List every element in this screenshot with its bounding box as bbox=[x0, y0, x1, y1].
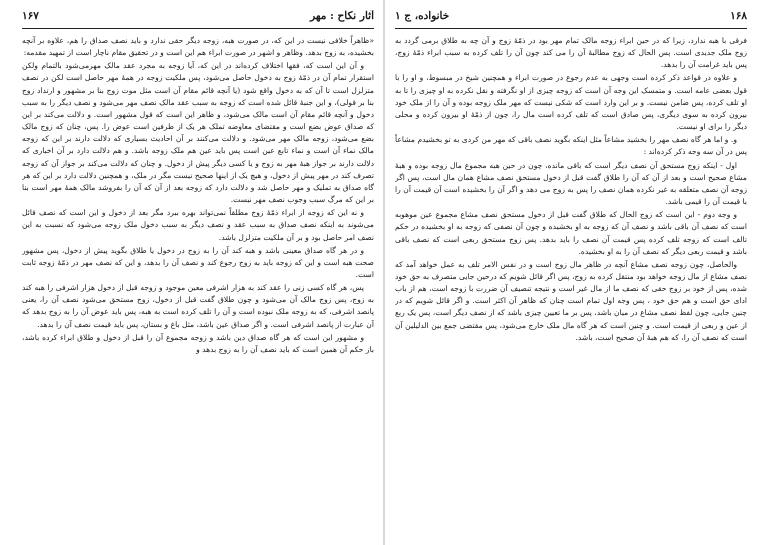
page-header bbox=[22, 10, 374, 26]
page-gutter bbox=[383, 0, 385, 545]
paragraph: والحاصل، چون زوجه نصف مشاع آنچه در ظاهر مال زوج است و در نفس الامر تلف به عمل خواهد آمد که نصف مشاع از مال زوجه خواهد بود منتقل کرده به زوج، پس اگر قائل شویم که درحین جایی متصرف به حق خود شده، پس از خود بر زوج حقی که نصف ما از مال غیر است و نتیجه تنصیف آن ضررت با زوجه است، هم از باب ادای حق است و هم حق خود ، پس وجه اول تمام است چنان که ظاهر آن اکثر است. و اگر قائل شویم که در چنین جایی، چون لفظ نصف مشاع در میان باشد، پس بر ما تعیین چیزی باشد که از نصف دیگر است، پس یک ربع از عین و ربعی از قیمت است. و چنین است که هر گاه مال ملک خارج می‌شود، پس مقتضی جمع بین الدلیلین آن است که نصف آن را، که هم هبهٔ آن صحیح است، باشد. bbox=[395, 259, 747, 342]
paragraph: و در هر گاه صداق معینی باشد و هبه کند آن را به زوج در دخول یا طلاق بگوید پیش از دخول، پس مشهور صحت هبه است و این که زوجه باید به زوج رجوع کند و نصف آن را بدهد، و این که نصف مهر در ذمّهٔ زوجه ثابت است. bbox=[22, 245, 374, 279]
page-body bbox=[395, 35, 747, 344]
right-page bbox=[395, 10, 747, 535]
header-rule bbox=[22, 28, 374, 29]
paragraph: «ظاهراً خلافی نیست در این که، در صورت هبه، زوجه دیگر حقی ندارد و باید نصف صداق را هم، علاوه بر آنچه بخشیده، به زوج بدهد. وظاهر و اشهر در صورت ابراء هم این است و در تحقیق مقام ناچار است از تمهید مقدمه: bbox=[22, 36, 374, 58]
running-title: خانواده، ج ۱ bbox=[395, 10, 450, 22]
page-number: ۱۶۸ bbox=[730, 10, 747, 22]
page-number: ۱۶۷ bbox=[22, 10, 39, 22]
left-page bbox=[22, 10, 374, 535]
paragraph: و مشهور این است که هر گاه صداق دین باشد و زوجه مجموع آن را قبل از دخول و طلاق ابراء کرده باشد، باز حکم آن همین است که باید نصف آن را به زوج بدهد و bbox=[22, 332, 374, 354]
header-rule bbox=[395, 28, 747, 29]
paragraph: و. و اما هر گاه نصف مهر را بخشید مشاعاً مثل اینکه بگوید نصف باقی که مهر من کردی به تو بخشیدم مشاعاً پس در آن سه وجه ذکر کرده‌اند : bbox=[395, 135, 747, 157]
running-title: آثار نکاح : مهر bbox=[310, 10, 374, 22]
paragraph: و آن این است که، فقها اختلاف کرده‌اند در این که، آیا زوجه به مجرد عقد مالک مهرمی‌شود بالتمام ولکن استقرار تمام آن در ذمّهٔ زوج به دخول حاصل می‌شود، پس ملکیت زوجه در همهٔ مهر حاصل است لکن در نصف متزلزل است تا آن که به دخول واقع شود (یا آنچه قائم مقام آن است مثل موت زوج بنا بر مشهور و ارتداد زوج بنا بر قولی)، و این جنبهٔ قائل شده است که زوجه به سبب عقد مالک نصف مهر می‌شود و نصف دیگر را به سبب دخول و آنچه قائم مقام آن است مالک می‌شود، و ظاهر این است که قول مشهور است. و دلالت می‌کند بر این که صداق عوض بضع است و مقتضای معاوضه تملک هر یک از طرفین است عوض را. پس، چنان که زوج مالک بضع می‌شود، زوجه مالک مهر می‌شود. و دلالت می‌کنند بر آن احادیث بسیاری که دلالت دارند بر این که زوجه مالک نماء آن است و نماء تابع عین است پس باید عین هم ملک زوجه باشد. و هم دلالت دارد بر آن اخباری که دلالت دارند بر جواز هبهٔ مهر به زوج و یا کسی دیگر پیش از دخول. و چنان که دلالت می‌کند بر جواز آن که زوجه تصرف کند در مهر پیش از دخول، و هیچ یک از اینها صحیح نیست مگر در ملک، و همچنین دلالت دارد بر این که هر گاه صداق به تملیک و مهر حاصل شد و دلالت دارد که زوجه بعد از آن که آن را بفروشد مالک همهٔ مهر است بنا بر این که مرگ سبب وجوب نصف مهر نیست. bbox=[22, 61, 374, 205]
page-header bbox=[395, 10, 747, 26]
paragraph: و نه این که زوجه از ابراء ذمّهٔ زوج مطلقاً نمی‌تواند بهره ببرد مگر بعد از دخول و این است که نصف قائل می‌شوند به اینکه نصف صداق به سبب عقد و نصف دیگر به سبب دخول ملک زوجه می‌شود که نسبت به این نصف امر حاصل بود و بر آن ملکیت متزلزل باشد. bbox=[22, 208, 374, 242]
page-body bbox=[22, 35, 374, 356]
paragraph: و وجه دوم - این است که زوج الحال که طلاق گفت قبل از دخول مستحق نصف مشاع مجموع عین موهوبه است که نصف آن باقی باشد و نصف آن که زوجه به او بخشیده و چون آن نصفی که زوجه به او بخشیده در حکم تالف است که زوجه تلف کرده پس قیمت آن نصف را باید بدهد. پس زوج مستحق ربعی است که نصف باقی باشد و قیمت ربعی دیگر که نصف آن را به او بخشیده. bbox=[395, 210, 747, 256]
paragraph: اول - اینکه زوج مستحق آن نصف دیگر است که باقی مانده، چون در حین هبه مجموع مال زوجه بوده و هبهٔ مشاع صحیح است و بعد از آن که آن را طلاق گفت قبل از دخول مستحق نصف مشاع همان مال است، پس اگر زوجه آن نصف متعلقه به غیر نکرده همان نصف را پس به زوج می دهد و اگر آن را بخشیده است آن قیمت آن را با قیمت آن را قیمی باشد. bbox=[395, 160, 747, 207]
paragraph: و علاوه در قواعد ذکر کرده است وجهی به عدم رجوع در صورت ابراء و همچنین شیخ در مبسوط، و او را با قول بعضی عامه است. و متمسک این وجه آن است که زوجه چیزی از او نگرفته و نقل نکرده به او چیزی را تا به او تلف کرده، پس ضامن نیست. و بر این وارد است که شکی نیست که مهر ملک زوجه بوده و آن را از ملک خود بیرون کرده به سوی دیگری، پس صادق است که تلف کرده است مال را، چون از ذمّهٔ او بیرون کرده و محلی دیگر را برای او نیست. bbox=[395, 73, 747, 132]
paragraph: فرقی با هبه ندارد، زیرا که در حین ابراء زوجه مالک تمام مهر بود در ذمّهٔ زوج و آن چه به طلاق برمی گردد به زوج ملک جدیدی است. پس الحال که زوج مطالبهٔ آن را می کند چون آن را تلف کرده به سبب ابراء ذمّهٔ زوج، پس باید غرامت آن را بدهد. bbox=[395, 36, 747, 70]
paragraph: پس، هر گاه کسی زنی را عقد کند به هزار اشرفی معین موجود و زوجه قبل از دخول هزار اشرفی را هبه کند به زوج، پس زوج مالک آن می‌شود و چون طلاق گفت قبل از دخول، زوج مستحق می‌شود نصف آن را، یعنی پانصد اشرفی، که به زوجه ملک نبوده است و آن را تلف کرده است به هبه، پس باید عوض آن را به زوج بدهد که آن عبارت از پانصد اشرفی است. و اگر صداق عین باشد، مثل باغ و بستان، پس باید قیمت نصف آن را بدهد. bbox=[22, 283, 374, 329]
